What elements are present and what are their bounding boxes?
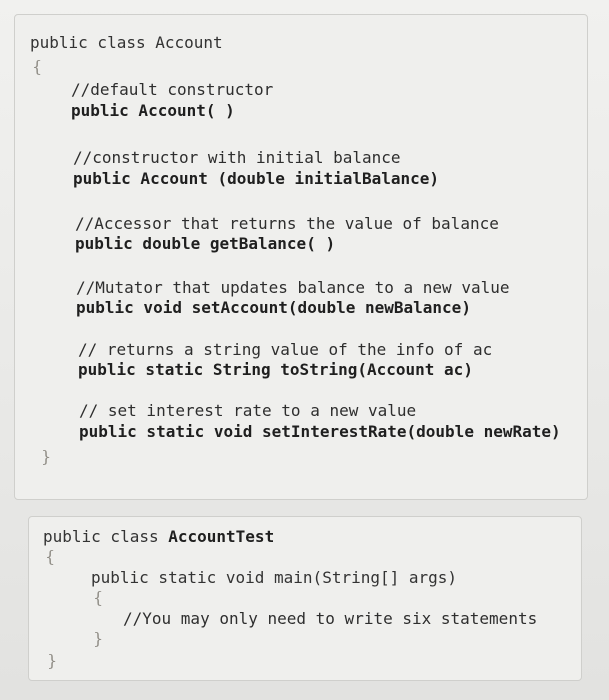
comment-accessor: //Accessor that returns the value of balance bbox=[75, 214, 499, 233]
account-test-header-prefix: public class bbox=[43, 527, 169, 546]
main-open-brace: { bbox=[93, 588, 104, 607]
account-test-class-name: AccountTest bbox=[168, 527, 275, 546]
account-test-close-brace: } bbox=[47, 651, 58, 670]
main-close-brace: } bbox=[93, 629, 104, 648]
signature-default-constructor: public Account( ) bbox=[71, 101, 235, 120]
comment-initial-balance-constructor: //constructor with initial balance bbox=[73, 148, 401, 167]
main-method-signature: public static void main(String[] args) bbox=[91, 568, 458, 587]
comment-to-string: // returns a string value of the info of ac bbox=[78, 340, 493, 359]
signature-set-account: public void setAccount(double newBalance) bbox=[76, 298, 471, 317]
account-test-open-brace: { bbox=[45, 547, 56, 566]
signature-initial-balance-constructor: public Account (double initialBalance) bbox=[73, 169, 440, 188]
signature-get-balance: public double getBalance( ) bbox=[75, 234, 336, 253]
comment-interest-rate: // set interest rate to a new value bbox=[79, 401, 417, 420]
account-test-header bbox=[43, 527, 274, 547]
signature-to-string: public static String toString(Account ac) bbox=[78, 360, 473, 379]
comment-default-constructor: //default constructor bbox=[71, 80, 274, 99]
comment-mutator: //Mutator that updates balance to a new value bbox=[76, 278, 510, 297]
main-comment: //You may only need to write six statements bbox=[123, 609, 538, 628]
account-test-class-panel bbox=[28, 516, 582, 681]
signature-set-interest-rate: public static void setInterestRate(double newRate) bbox=[79, 422, 561, 441]
account-class-header: public class Account bbox=[30, 33, 223, 52]
account-close-brace: } bbox=[41, 447, 52, 466]
account-open-brace: { bbox=[32, 57, 43, 76]
account-class-panel bbox=[14, 14, 588, 500]
